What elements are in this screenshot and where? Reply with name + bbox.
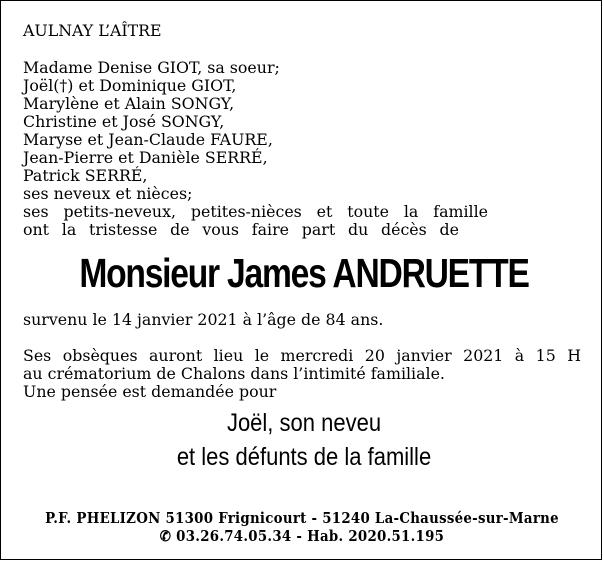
funeral-home-phone: ✆ 03.26.74.05.34 - Hab. 2020.51.195 (159, 528, 445, 545)
funeral-home-address: P.F. PHELIZON 51300 Frignicourt - 51240 La-Chaussée-sur-Marne (45, 510, 559, 527)
funeral-line: au crématorium de Chalons dans l’intimité familiale. (23, 364, 445, 383)
thought-line: et les défunts de la famille (176, 443, 432, 471)
mourner-line: Marylène et Alain SONGY, (23, 94, 235, 113)
thought-line: Joël, son neveu (226, 409, 382, 437)
mourner-line: Jean-Pierre et Danièle SERRÉ, (23, 148, 268, 167)
announcement-line: ont la tristesse de vous faire part du décès de (23, 220, 459, 239)
funeral-line: Une pensée est demandée pour (23, 382, 277, 401)
mourner-line: Patrick SERRÉ, (23, 166, 148, 185)
spacer (23, 329, 585, 347)
mourner-line: Madame Denise GIOT, sa soeur; (23, 58, 280, 77)
deceased-name: Monsieur James ANDRUETTE (79, 250, 529, 296)
town-name: AULNAY L’AÎTRE (23, 21, 162, 40)
mourner-line: Christine et José SONGY, (23, 112, 225, 131)
obituary-notice-body (23, 22, 585, 474)
death-info: survenu le 14 janvier 2021 à l’âge de 84 ans. (23, 310, 384, 329)
mourner-line: Maryse et Jean-Claude FAURE, (23, 130, 273, 149)
mourner-line: ses petits-neveux, petites-nièces et toute la famille (23, 202, 488, 221)
mourners-list (23, 59, 585, 239)
mourner-line: Joël(†) et Dominique GIOT, (23, 76, 237, 95)
funeral-details (23, 347, 585, 401)
funeral-line: Ses obsèques auront lieu le mercredi 20 janvier 2021 à 15 H (23, 346, 581, 365)
mourner-line: ses neveux et nièces; (23, 184, 193, 203)
